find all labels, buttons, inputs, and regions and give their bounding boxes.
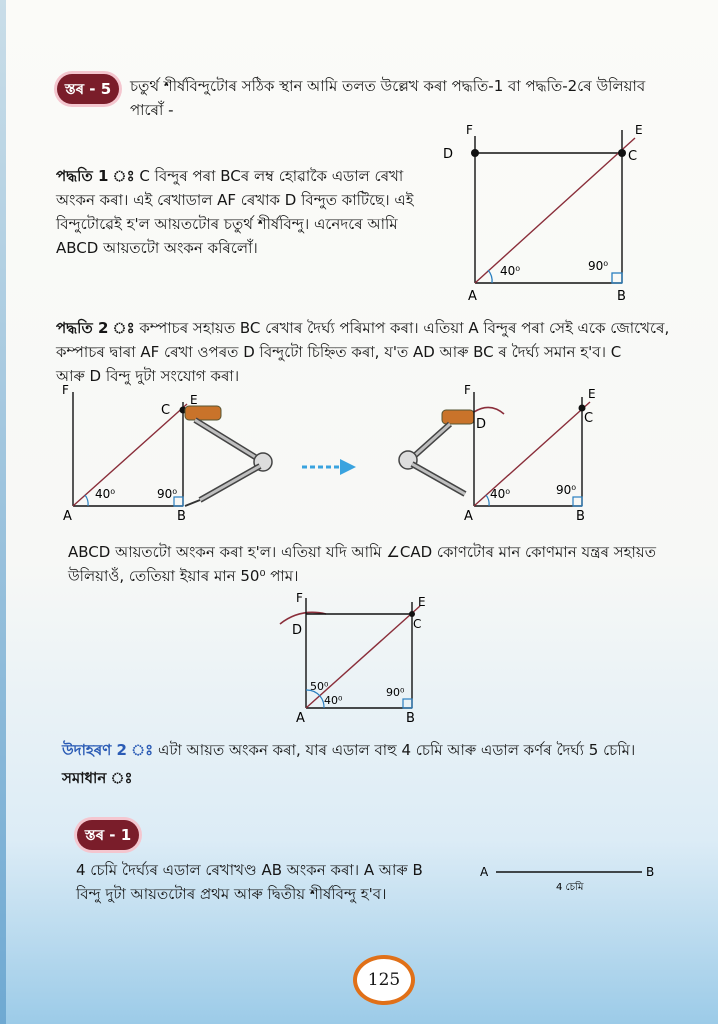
fig2r-label-C: C [584, 411, 594, 426]
fig1-label-F: F [466, 123, 473, 137]
step1-line2: বিন্দু দুটা আয়তটোৰ প্ৰথম আৰু দ্বিতীয় শীৰ্ষবিন্দু হ'ব। [76, 885, 387, 903]
cad-diagram [270, 590, 440, 730]
method1-line2: অংকন কৰা। এই ৰেখাডাল AF ৰেখাক D বিন্দুত কাটিছে। এই [56, 191, 414, 209]
method1-label: পদ্ধতি 1 ঃ [56, 167, 135, 185]
cad-text [68, 540, 698, 588]
fig2r-angle-90: 90⁰ [556, 483, 577, 497]
compass-icon [185, 406, 272, 506]
fig2l-label-F: F [62, 383, 69, 397]
fig3-label-B: B [406, 711, 415, 726]
fig1-angle-40: 40⁰ [500, 264, 521, 278]
fig2r-label-B: B [576, 509, 585, 522]
cad-line1: ABCD আয়তটো অংকন কৰা হ'ল। এতিয়া যদি আমি ∠CAD কোণটোৰ মান কোণমান যন্ত্ৰৰ সহায়ত [68, 543, 656, 561]
example2-text: এটা আয়ত অংকন কৰা, যাৰ এডাল বাহু 4 চেমি আৰু এডাল কৰ্ণৰ দৈৰ্ঘ্য 5 চেমি। [157, 741, 636, 759]
fig2r-label-E: E [588, 387, 596, 401]
method1-line1: C বিন্দুৰ পৰা BCৰ লম্ব হোৱাকৈ এডাল ৰেখা [139, 167, 404, 185]
seg-label-B: B [646, 865, 655, 879]
fig2l-label-E: E [190, 393, 198, 407]
method2-label: পদ্ধতি 2 ঃ [56, 319, 135, 337]
fig2l-label-A: A [63, 509, 72, 522]
fig2r-label-A: A [464, 509, 473, 522]
fig2l-angle-90: 90⁰ [157, 487, 178, 501]
seg-label-A: A [480, 865, 489, 879]
method1-text [56, 164, 426, 260]
arrow-right-icon [300, 456, 360, 478]
method2-text [56, 316, 696, 388]
cad-line2: উলিয়াওঁ, তেতিয়া ইয়াৰ মান 50⁰ পাম। [68, 567, 299, 585]
method1-line3: বিন্দুটোৱেই হ'ল আয়তটোৰ চতুৰ্থ শীৰ্ষবিন্দু। এনেদৰে আমি [56, 215, 398, 233]
example2-label: উদাহৰণ 2 ঃ [62, 741, 154, 759]
step1-line1: 4 চেমি দৈৰ্ঘ্যৰ এডাল ৰেখাখণ্ড AB অংকন কৰা। A আৰু B [76, 861, 423, 879]
fig3-angle-50: 50⁰ [310, 680, 329, 693]
compass-icon-2 [399, 410, 474, 494]
fig2l-label-C: C [161, 403, 171, 418]
fig1-angle-90: 90⁰ [588, 259, 609, 273]
fig1-label-E: E [635, 123, 643, 137]
method1-line4: ABCD আয়তটো অংকন কৰিলোঁ। [56, 239, 258, 257]
fig2r-angle-40: 40⁰ [490, 487, 511, 501]
fig1-label-D: D [443, 147, 454, 162]
method2-right-diagram [380, 382, 620, 522]
fig1-label-B: B [617, 289, 626, 304]
fig3-angle-90: 90⁰ [386, 686, 405, 699]
fig2l-label-B: B [177, 509, 186, 522]
fig3-label-C: C [413, 617, 422, 631]
method2-line2: কম্পাচৰ দ্বাৰা AF ৰেখা ওপৰত D বিন্দুটো চিহ্নিত কৰা, য'ত AD আৰু BC ৰ দৈৰ্ঘ্য সমান হ'ব। C [56, 343, 622, 361]
fig2r-label-F: F [464, 383, 471, 397]
fig3-label-E: E [418, 595, 426, 609]
solution-label: সমাধান ঃ [62, 769, 133, 787]
method1-diagram [440, 118, 670, 308]
segment-ab-diagram [478, 860, 668, 900]
step5-badge: স্তৰ - 5 [57, 74, 119, 104]
fig1-label-C: C [628, 149, 638, 164]
fig3-angle-40: 40⁰ [324, 694, 343, 707]
fig2l-angle-40: 40⁰ [95, 487, 116, 501]
fig3-label-D: D [292, 623, 303, 638]
step5-intro-line1: চতুৰ্থ শীৰ্ষবিন্দুটোৰ সঠিক স্থান আমি তলত উল্লেখ কৰা পদ্ধতি-1 বা পদ্ধতি-2ৰে উলিয়াব [130, 77, 646, 95]
page-number: 125 [353, 955, 415, 1005]
method2-line3: আৰু D বিন্দু দুটা সংযোগ কৰা। [56, 367, 240, 385]
seg-length-label: 4 চেমি [556, 882, 584, 893]
step1-text [76, 858, 476, 906]
step1-badge: স্তৰ - 1 [77, 820, 139, 850]
fig2r-label-D: D [476, 417, 487, 432]
fig3-label-A: A [296, 711, 305, 726]
method2-line1: কম্পাচৰ সহায়ত BC ৰেখাৰ দৈৰ্ঘ্য পৰিমাপ কৰা। এতিয়া A বিন্দুৰ পৰা সেই একে জোখেৰে, [139, 319, 670, 337]
step5-intro-line2: পাৰোঁ - [130, 101, 174, 119]
fig3-label-F: F [296, 591, 303, 605]
example2 [62, 738, 702, 762]
method2-left-diagram [55, 382, 295, 522]
fig1-label-A: A [468, 289, 477, 304]
page-edge-shadow [0, 0, 6, 1024]
